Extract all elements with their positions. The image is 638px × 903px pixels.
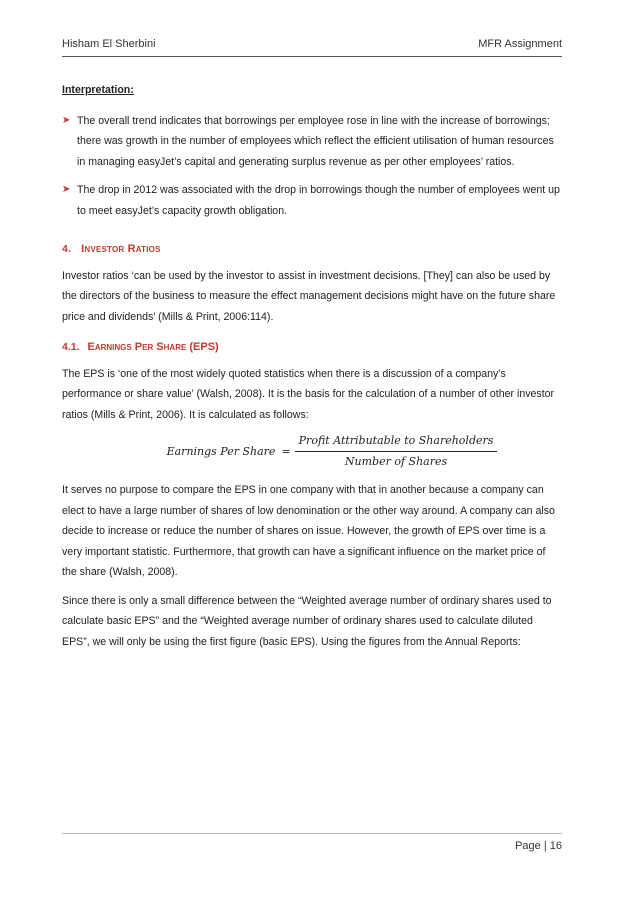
section-heading-investor-ratios bbox=[62, 239, 562, 260]
formula-lhs: Earnings Per Share bbox=[166, 444, 276, 458]
section-title: Investor Ratios bbox=[81, 243, 161, 255]
arrow-bullet-icon: ➤ bbox=[62, 114, 71, 126]
header-divider bbox=[62, 56, 562, 57]
footer-divider bbox=[62, 833, 562, 834]
subsection-number: 4.1. bbox=[62, 341, 80, 353]
bullet-text: The drop in 2012 was associated with the drop in borrowings though the number of employees went up to meet easyJet’s capacity growth obligation. bbox=[77, 184, 560, 217]
formula-fraction bbox=[295, 433, 498, 470]
eps-paragraph-3: Since there is only a small difference between the “Weighted average number of ordinary shares used to calculate basic EPS” and the “Weighted average number of ordinary shares used to calculate diluted EPS”, we will only be using the first figure (basic EPS). Using the figures from the Annual Reports: bbox=[62, 594, 552, 648]
interpretation-list bbox=[62, 111, 562, 222]
investor-ratios-paragraph: Investor ratios ‘can be used by the investor to assist in investment decisions. [They] can also be used by the directors of the business to measure the effect management decisions might have on the future share price and dividends’ (Mills & Print, 2006:114). bbox=[62, 269, 556, 323]
section-heading-eps bbox=[62, 337, 562, 358]
page-content bbox=[62, 80, 562, 660]
formula-equals: = bbox=[281, 444, 291, 458]
header-assignment: MFR Assignment bbox=[478, 38, 562, 50]
formula-denominator: Number of Shares bbox=[344, 455, 448, 468]
header-author: Hisham El Sherbini bbox=[62, 38, 156, 50]
page-header bbox=[62, 38, 562, 50]
eps-paragraph-1: The EPS is ‘one of the most widely quoted statistics when there is a discussion of a company’s performance or share value’ (Walsh, 2008). It is the basis for the calculation of a number of other investor ratios (Mills & Print, 2006). It is calculated as follows: bbox=[62, 367, 555, 421]
subsection-title: Earnings Per Share (EPS) bbox=[87, 341, 219, 353]
list-item bbox=[62, 180, 562, 221]
eps-formula bbox=[102, 433, 562, 470]
list-item bbox=[62, 111, 562, 173]
formula-numerator: Profit Attributable to Shareholders bbox=[295, 433, 498, 452]
page-number: Page | 16 bbox=[515, 840, 562, 852]
bullet-text: The overall trend indicates that borrowings per employee rose in line with the increase of borrowings; there was growth in the number of employees which reflect the efficient utilisation of human resources in managing easyJet’s capital and generating surplus revenue as per other employees’ ratios. bbox=[77, 114, 554, 168]
interpretation-heading: Interpretation: bbox=[62, 84, 134, 96]
section-number: 4. bbox=[62, 243, 72, 255]
eps-paragraph-2: It serves no purpose to compare the EPS in one company with that in another because a company can elect to have a large number of shares of low denomination or the other way around. A company can also decide to increase or reduce the number of shares on issue. However, the growth of EPS over time is a very important statistic. Furthermore, that growth can have a significant influence on the market price of the share (Walsh, 2008). bbox=[62, 484, 555, 578]
arrow-bullet-icon: ➤ bbox=[62, 184, 71, 195]
